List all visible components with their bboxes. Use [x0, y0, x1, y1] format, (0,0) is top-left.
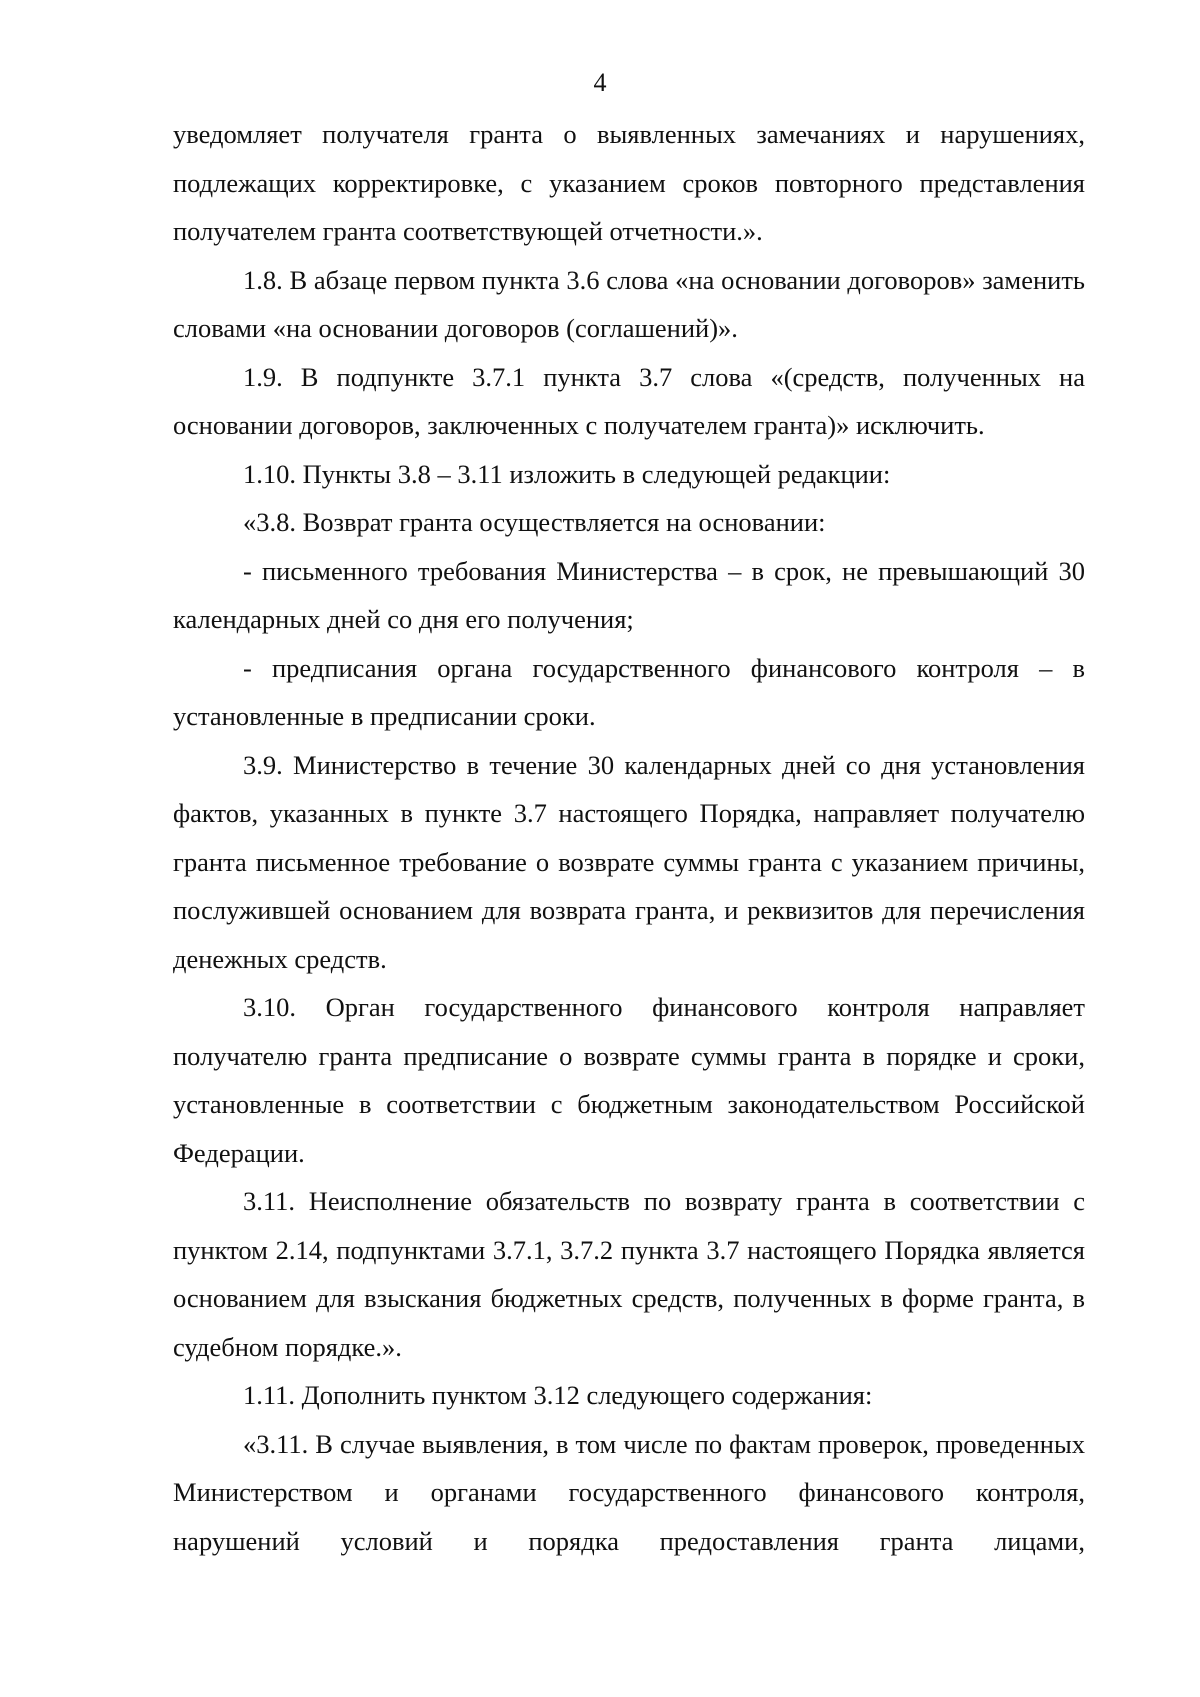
paragraph-4: 1.10. Пункты 3.8 – 3.11 изложить в следующей редакции: — [243, 458, 891, 489]
paragraph-12: «3.11. В случае выявления, в том числе по фактам проверок, проведенных Министерством и органами государственного финансового контроля, нарушений условий и порядка предоставления гранта лицами, — [173, 1428, 1085, 1556]
paragraph-6: - письменного требования Министерства – в срок, не превышающий 30 календарных дней со дня его получения; — [173, 555, 1085, 634]
page-number: 4 — [593, 68, 607, 97]
document-body — [173, 110, 1085, 1565]
paragraph-5: «3.8. Возврат гранта осуществляется на основании: — [243, 507, 826, 537]
paragraph-3: 1.9. В подпункте 3.7.1 пункта 3.7 слова «(средств, полученных на основании договоров, заключенных с получателем гранта)» исключить. — [173, 361, 1085, 440]
paragraph-8: 3.9. Министерство в течение 30 календарных дней со дня установления фактов, указанных в пункте 3.7 настоящего Порядка, направляет получателю гранта письменное требование о возврате суммы гранта с указанием причины, послужившей основанием для возврата гранта, и реквизитов для перечисления денежных средств. — [173, 749, 1085, 974]
paragraph-11: 1.11. Дополнить пунктом 3.12 следующего содержания: — [243, 1380, 873, 1410]
paragraph-7: - предписания органа государственного финансового контроля – в установленные в предписании сроки. — [173, 652, 1085, 731]
paragraph-9: 3.10. Орган государственного финансового контроля направляет получателю гранта предписание о возврате суммы гранта в порядке и сроки, установленные в соответствии с бюджетным законодательством Российской Федерации. — [173, 992, 1085, 1168]
paragraph-1: уведомляет получателя гранта о выявленных замечаниях и нарушениях, подлежащих корректировке, с указанием сроков повторного представления получателем гранта соответствующей отчетности.». — [173, 119, 1085, 246]
paragraph-2: 1.8. В абзаце первом пункта 3.6 слова «на основании договоров» заменить словами «на основании договоров (соглашений)». — [173, 264, 1085, 343]
paragraph-10: 3.11. Неисполнение обязательств по возврату гранта в соответствии с пунктом 2.14, подпунктами 3.7.1, 3.7.2 пункта 3.7 настоящего Порядка является основанием для взыскания бюджетных средств, полученных в форме гранта, в судебном порядке.». — [173, 1186, 1085, 1362]
